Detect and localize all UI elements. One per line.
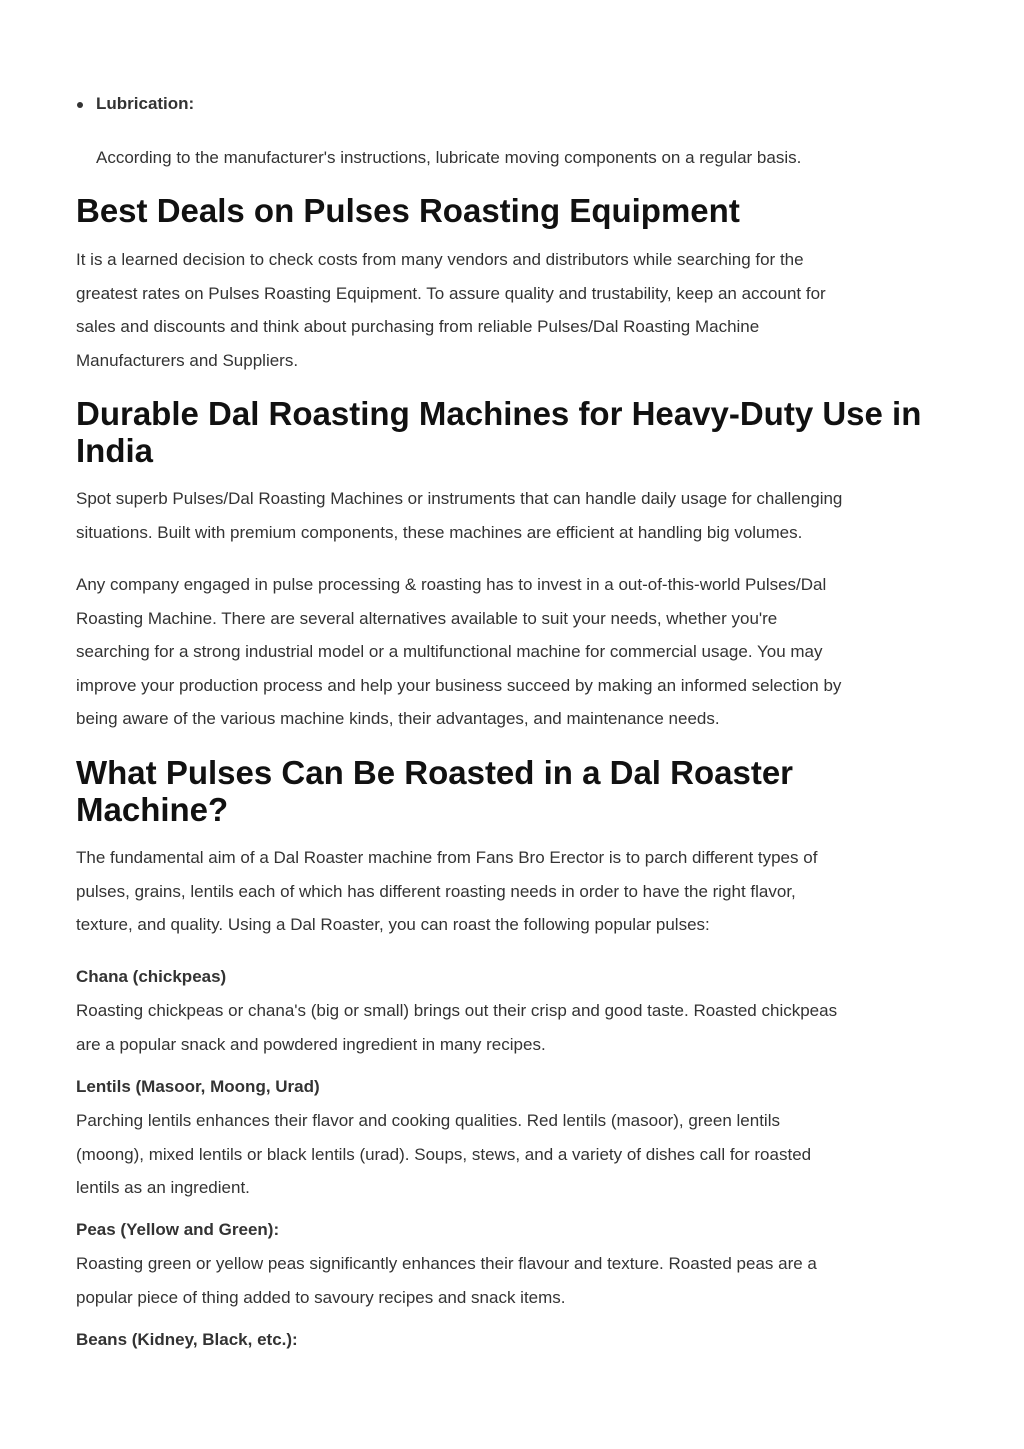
paragraph-line: searching for a strong industrial model or a multifunctional machine for commercial usage. You may	[76, 642, 823, 661]
paragraph-line: Roasting green or yellow peas significantly enhances their flavour and texture. Roasted peas are a	[76, 1254, 817, 1273]
paragraph-line: Manufacturers and Suppliers.	[76, 350, 299, 370]
paragraph-line: The fundamental aim of a Dal Roaster machine from Fans Bro Erector is to parch different types of	[76, 848, 818, 867]
lubrication-bullet	[76, 91, 946, 117]
section-paragraph-what-pulses	[76, 841, 946, 942]
heading-line: Machine?	[76, 791, 229, 828]
paragraph-line: It is a learned decision to check costs from many vendors and distributors while searching for the	[76, 250, 804, 269]
paragraph-line: being aware of the various machine kinds, their advantages, and maintenance needs.	[76, 709, 720, 728]
subheading-peas: Peas (Yellow and Green):	[76, 1220, 280, 1239]
paragraph-lentils	[76, 1104, 946, 1205]
bullet-dot-icon	[77, 102, 83, 108]
section-paragraph-best-deals	[76, 243, 946, 377]
paragraph-line: greatest rates on Pulses Roasting Equipment. To assure quality and trustability, keep an account for	[76, 283, 826, 303]
paragraph-chana	[76, 994, 946, 1061]
lubrication-label: Lubrication:	[96, 94, 195, 113]
section-heading-best-deals: Best Deals on Pulses Roasting Equipment	[76, 192, 740, 229]
subheading-lentils: Lentils (Masoor, Moong, Urad)	[76, 1077, 320, 1096]
paragraph-line: Spot superb Pulses/Dal Roasting Machines or instruments that can handle daily usage for challenging	[76, 489, 843, 508]
section-paragraph-durable-2	[76, 568, 946, 736]
paragraph-line: Roasting chickpeas or chana's (big or small) brings out their crisp and good taste. Roasted chickpeas	[76, 1001, 838, 1020]
paragraph-line: improve your production process and help your business succeed by making an informed selection by	[76, 675, 842, 695]
section-paragraph-durable-1	[76, 482, 946, 549]
bullet-list-item	[76, 91, 946, 117]
paragraph-line: pulses, grains, lentils each of which has different roasting needs in order to have the right flavor,	[76, 881, 796, 901]
paragraph-line: situations. Built with premium components, these machines are efficient at handling big volumes.	[76, 522, 803, 542]
paragraph-line: sales and discounts and think about purchasing from reliable Pulses/Dal Roasting Machine	[76, 317, 760, 336]
subheading-beans: Beans (Kidney, Black, etc.):	[76, 1330, 298, 1349]
section-heading-durable-machines	[76, 395, 946, 469]
paragraph-line: Roasting Machine. There are several alternatives available to suit your needs, whether you're	[76, 608, 778, 628]
paragraph-line: popular piece of thing added to savoury recipes and snack items.	[76, 1287, 566, 1307]
paragraph-line: are a popular snack and powdered ingredient in many recipes.	[76, 1034, 546, 1054]
paragraph-line: Parching lentils enhances their flavor and cooking qualities. Red lentils (masoor), green lentils	[76, 1111, 780, 1130]
paragraph-line: lentils as an ingredient.	[76, 1178, 250, 1197]
section-heading-what-pulses	[76, 754, 946, 828]
paragraph-line: (moong), mixed lentils or black lentils (urad). Soups, stews, and a variety of dishes call for roasted	[76, 1144, 812, 1164]
paragraph-line: Any company engaged in pulse processing & roasting has to invest in a out-of-this-world Pulses/Dal	[76, 575, 827, 594]
paragraph-peas	[76, 1247, 946, 1314]
heading-line: What Pulses Can Be Roasted in a Dal Roaster	[76, 754, 794, 791]
paragraph-line: texture, and quality. Using a Dal Roaster, you can roast the following popular pulses:	[76, 915, 710, 934]
heading-line: Durable Dal Roasting Machines for Heavy-Duty Use in	[76, 395, 922, 432]
lubrication-text: According to the manufacturer's instructions, lubricate moving components on a regular basis.	[96, 148, 802, 167]
heading-line: India	[76, 432, 154, 469]
subheading-chana: Chana (chickpeas)	[76, 967, 227, 986]
